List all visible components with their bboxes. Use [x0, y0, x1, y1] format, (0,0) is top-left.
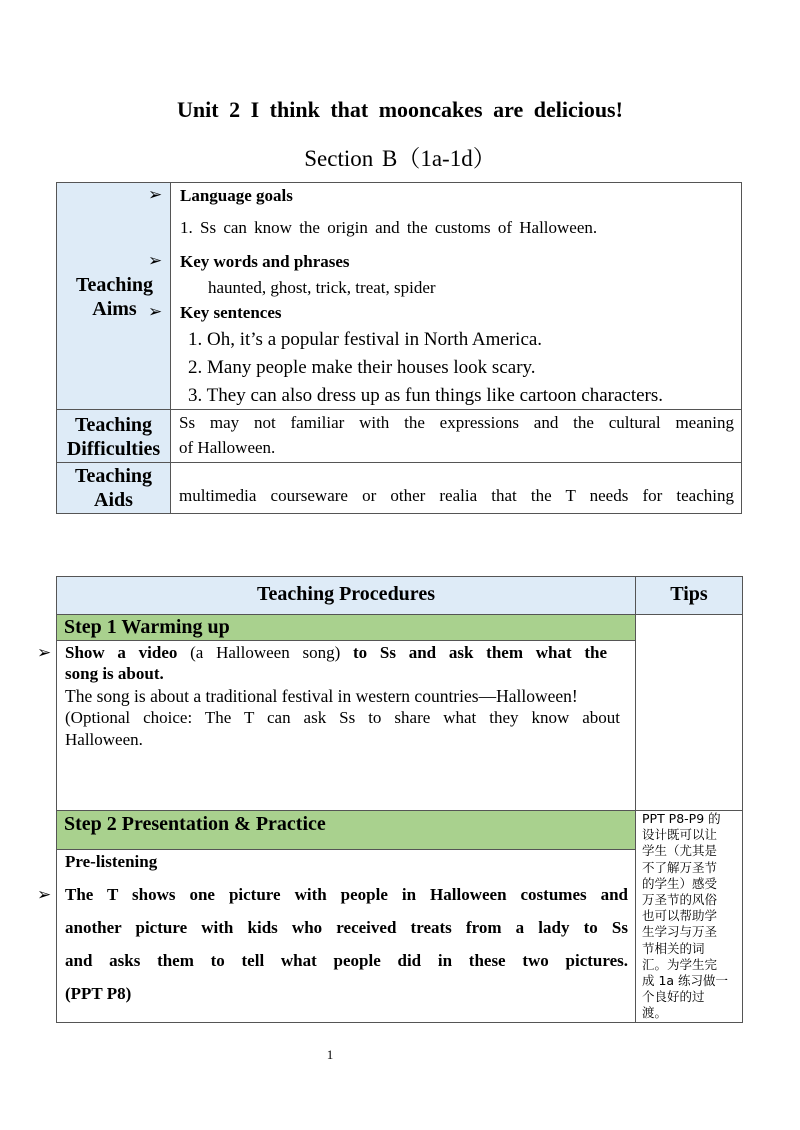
key-sentence: 3. They can also dress up as fun things like cartoon characters.: [188, 385, 664, 406]
step1-line3: The song is about a traditional festival in western countries—Halloween!: [65, 686, 578, 706]
language-goals-heading: Language goals: [180, 186, 293, 205]
step2-line1: The T shows one picture with people in Halloween costumes and: [65, 885, 628, 904]
language-goal-1: 1. Ss can know the origin and the customs of Halloween.: [180, 218, 598, 237]
divider: [56, 409, 742, 410]
arrow-bullet-icon: ➢: [148, 185, 163, 205]
arrow-bullet-icon: ➢: [37, 885, 52, 905]
tip-line: 节相关的词: [642, 940, 705, 956]
difficulties-line1: Ss may not familiar with the expressions and the cultural meaning: [179, 413, 734, 432]
step2-line4: (PPT P8): [65, 984, 132, 1003]
tip-line: 也可以帮助学: [642, 908, 718, 924]
difficulties-label-line2: Difficulties: [66, 438, 161, 460]
key-words-heading: Key words and phrases: [180, 252, 350, 271]
step2-line2: another picture with kids who received treats from a lady to Ss: [65, 918, 628, 937]
step1-title: Step 1 Warming up: [64, 616, 230, 638]
arrow-bullet-icon: ➢: [37, 643, 52, 663]
divider: [56, 849, 636, 850]
step1-line1: [65, 643, 607, 663]
divider: [56, 640, 636, 641]
procedures-header: Teaching Procedures: [257, 583, 435, 605]
tip-line: PPT P8-P9 的: [642, 811, 721, 826]
difficulties-label: [57, 413, 170, 461]
step2-tips: [642, 811, 740, 1022]
aims-label-line2: Aims: [92, 298, 137, 320]
aids-label-line2: Aids: [94, 489, 133, 511]
aims-label-line1: Teaching: [75, 274, 154, 296]
tips-header: Tips: [670, 583, 708, 605]
key-words-list: haunted, ghost, trick, treat, spider: [208, 278, 436, 297]
step1-line1-normal: (a Halloween song): [190, 643, 341, 662]
difficulties-label-line1: Teaching: [74, 414, 153, 436]
aids-text: multimedia courseware or other realia that the T needs for teaching: [179, 486, 734, 505]
tip-line: 的学生）感受: [642, 875, 718, 891]
step1-line2: song is about.: [65, 664, 164, 683]
key-sentences-heading: Key sentences: [180, 303, 282, 322]
tip-line: 不了解万圣节: [642, 859, 718, 875]
key-sentence: 2. Many people make their houses look scary.: [188, 357, 536, 378]
page-number: 1: [326, 1047, 334, 1062]
step1-line1-bold-b: to Ss and ask them what the: [353, 643, 608, 662]
section-subtitle: Section B（1a-1d）: [304, 146, 496, 171]
divider: [56, 462, 742, 463]
tip-line: 成 1a 练习做一: [642, 973, 729, 989]
pre-listening-label: Pre-listening: [65, 852, 158, 871]
arrow-bullet-icon: ➢: [148, 302, 163, 322]
tip-line: 万圣节的风俗: [642, 892, 718, 908]
key-sentence: 1. Oh, it’s a popular festival in North America.: [188, 329, 543, 350]
difficulties-line2: of Halloween.: [179, 438, 276, 457]
tip-line: 个良好的过: [642, 989, 705, 1005]
tip-line: 渡。: [642, 1005, 668, 1021]
tip-line: 汇。为学生完: [642, 956, 718, 972]
step1-line5: Halloween.: [65, 730, 143, 749]
page-title: Unit 2 I think that mooncakes are delicious!: [177, 97, 623, 122]
step2-title: Step 2 Presentation & Practice: [64, 813, 326, 835]
aids-label: [57, 464, 170, 512]
tip-line: 设计既可以让: [642, 827, 718, 843]
arrow-bullet-icon: ➢: [148, 251, 163, 271]
step2-line3: and asks them to tell what people did in these two pictures.: [65, 951, 628, 970]
tip-line: 学生（尤其是: [642, 843, 718, 859]
step1-line4: (Optional choice: The T can ask Ss to share what they know about: [65, 708, 620, 727]
divider: [170, 182, 171, 514]
tip-line: 生学习与万圣: [642, 924, 718, 940]
aids-label-line1: Teaching: [74, 465, 153, 487]
divider: [635, 576, 636, 1023]
step1-line1-bold: Show a video: [65, 643, 178, 662]
